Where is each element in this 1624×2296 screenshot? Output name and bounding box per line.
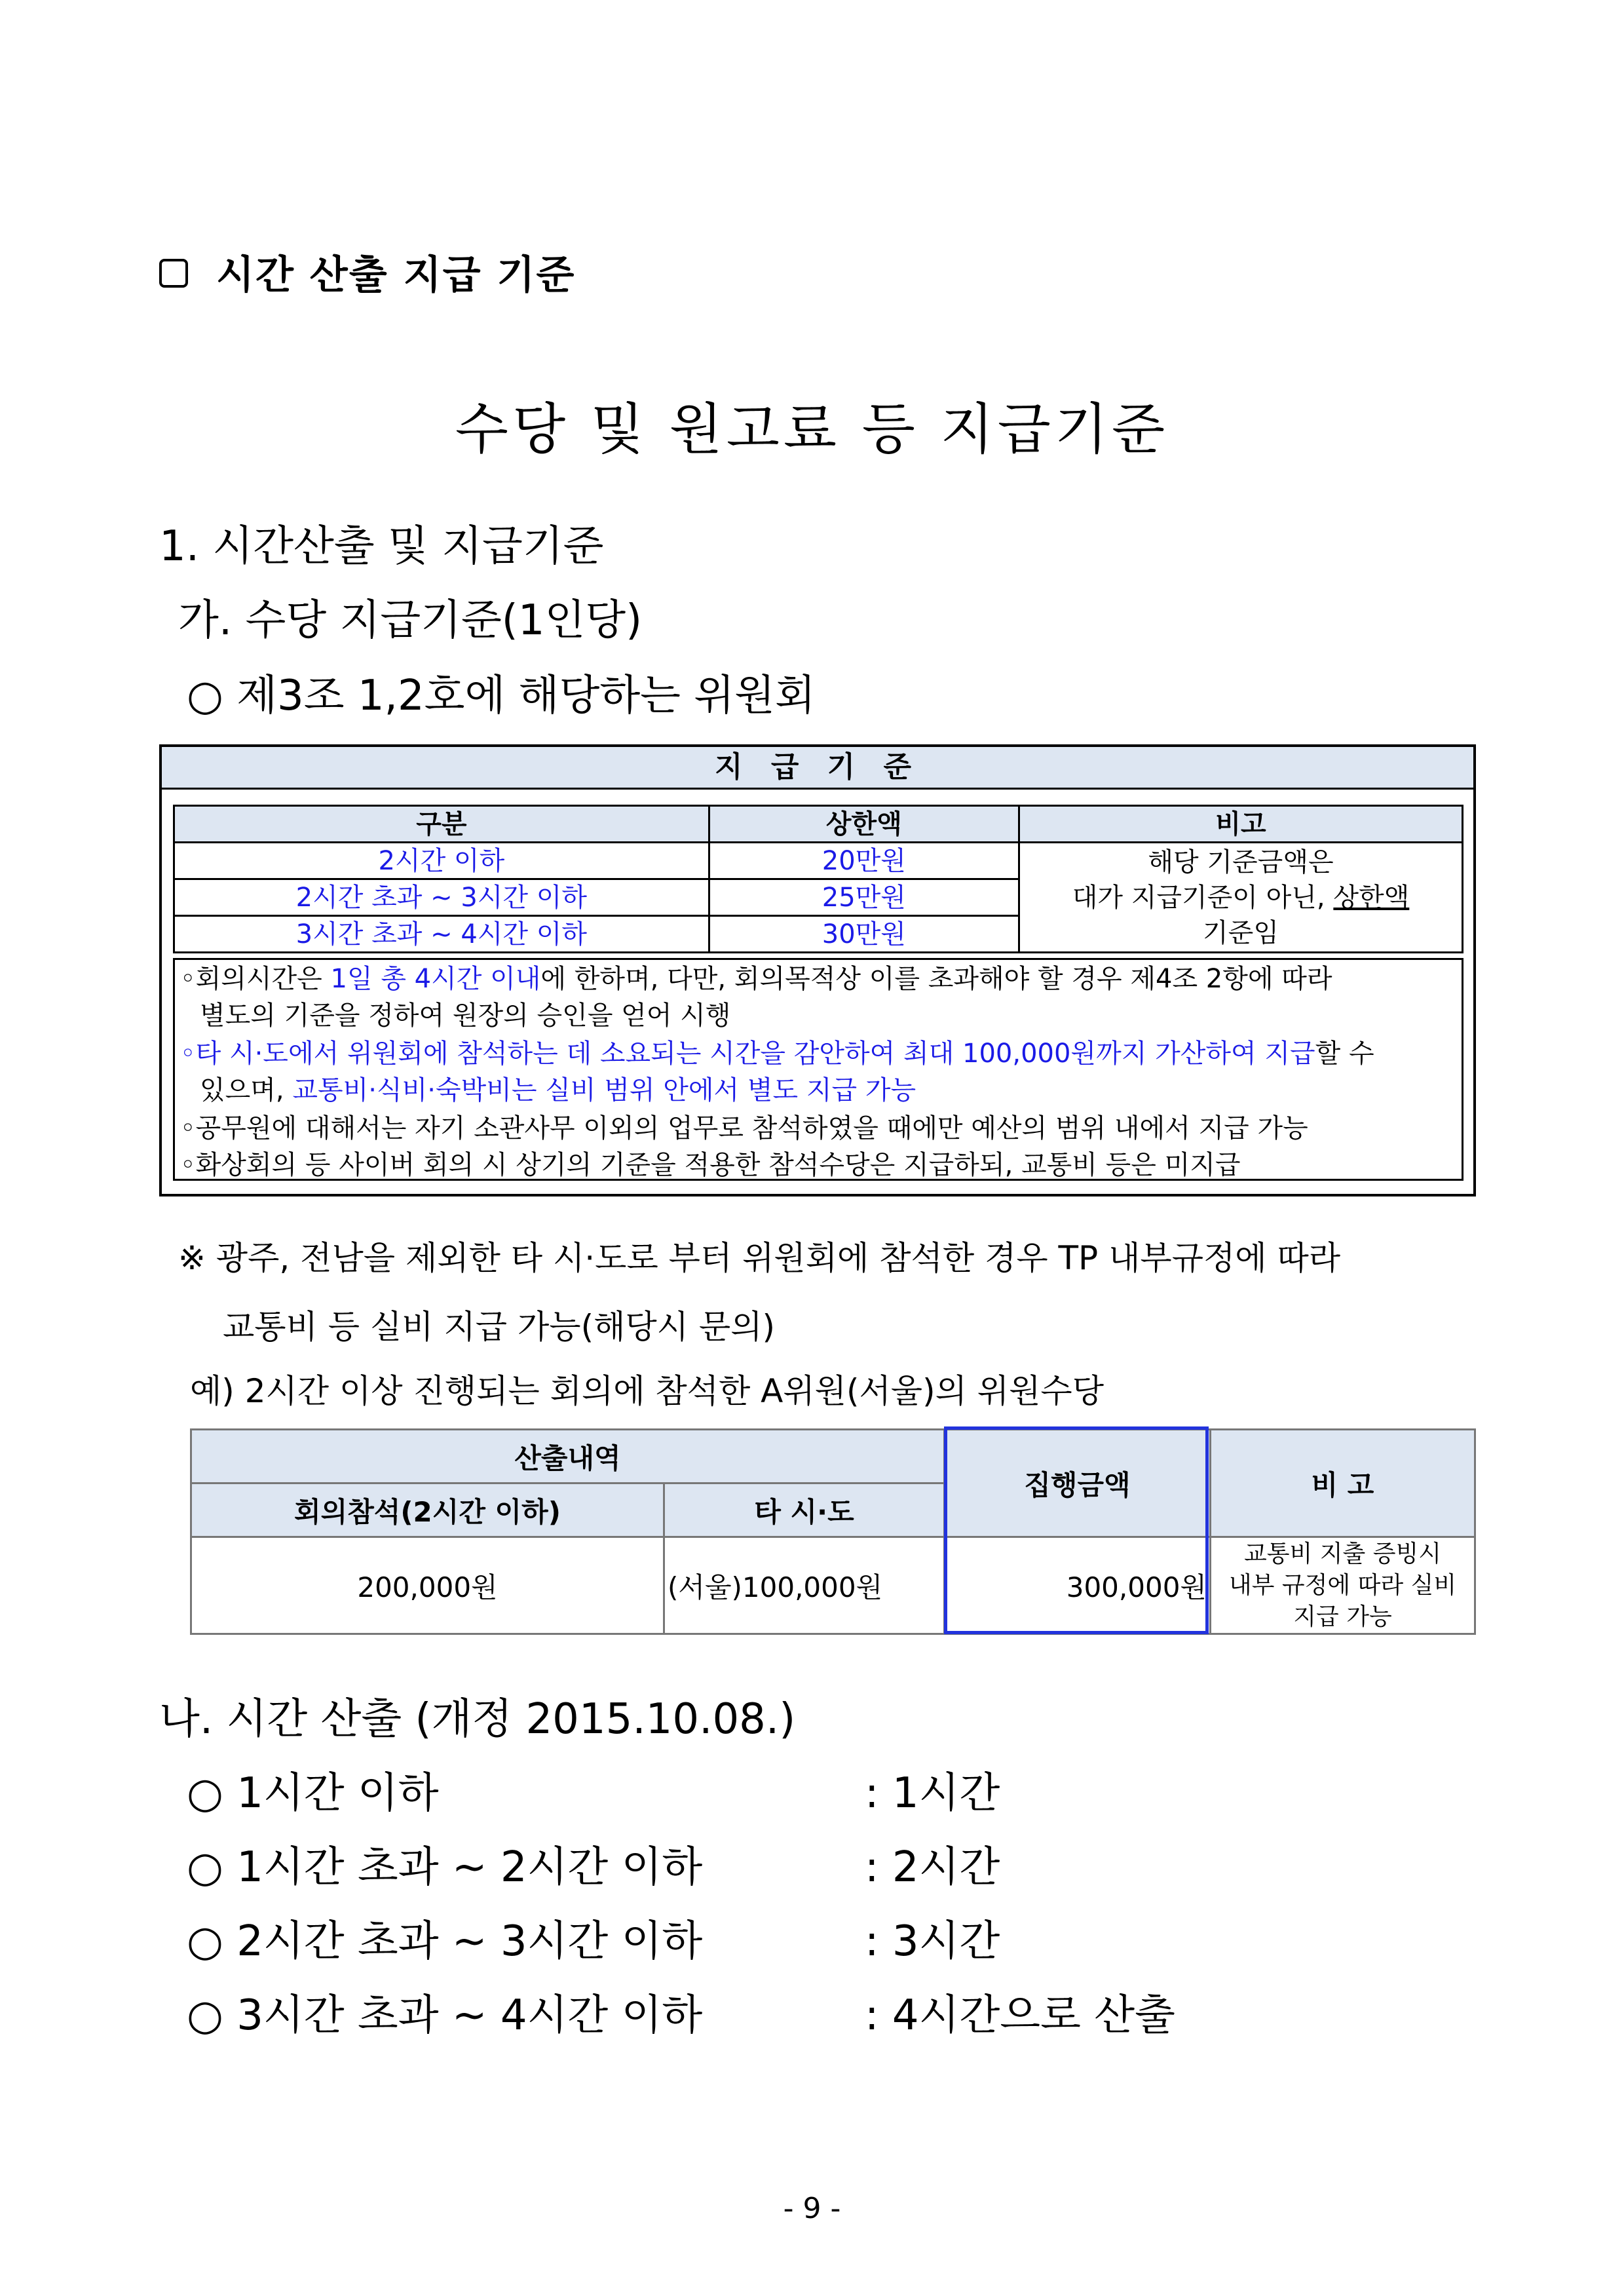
amount-cell: 30만원 [709, 916, 1019, 953]
time-rule-result: : 1시간 [865, 1769, 1000, 1818]
remark-value: 교통비 지출 증빙시 내부 규정에 따라 실비 지급 가능 [1211, 1537, 1475, 1634]
section-header: 시간 산출 지급 기준 [216, 252, 576, 298]
time-rule-range: ○ 2시간 초과 ~ 3시간 이하 [187, 1917, 703, 1966]
header-calc-detail: 산출내역 [191, 1430, 945, 1483]
time-rule-range: ○ 1시간 초과 ~ 2시간 이하 [187, 1843, 703, 1892]
meeting-value: 200,000원 [191, 1537, 664, 1634]
criteria-table [159, 744, 1476, 1196]
note-line: ◦타 시·도에서 위원회에 참석하는 데 소요되는 시간을 감안하여 최대 100,000원까지 가산하여 지급할 수 [180, 1039, 1374, 1069]
range-cell: 2시간 이하 [174, 843, 709, 879]
note-line: ◦공무원에 대해서는 자기 소관사무 이외의 업무로 참석하였을 때에만 예산의 범위 내에서 지급 가능 [180, 1113, 1308, 1143]
remark-line-2-underlined: 상한액 [1333, 882, 1410, 913]
header-meeting: 회의참석(2시간 이하) [191, 1483, 664, 1537]
example-table [190, 1428, 1476, 1635]
criteria-notes [173, 958, 1463, 1181]
time-rule-range: ○ 3시간 초과 ~ 4시간 이하 [187, 1991, 703, 2040]
reference-note-cont: 교통비 등 실비 지급 가능(해당시 문의) [223, 1308, 775, 1346]
note-line: ◦회의시간은 1일 총 4시간 이내에 한하며, 다만, 회의목적상 이를 초과해야 할 경우 제4조 2항에 따라 [180, 964, 1332, 994]
table-row [174, 843, 1463, 879]
reference-note: ※ 광주, 전남을 제외한 타 시·도로 부터 위원회에 참석한 경우 TP 내부규정에 따라 [178, 1239, 1341, 1277]
range-cell: 2시간 초과 ~ 3시간 이하 [174, 879, 709, 916]
time-rule-range: ○ 1시간 이하 [187, 1769, 439, 1818]
criteria-inner-table [173, 805, 1463, 953]
remark-line-1: 해당 기준금액은 [1148, 847, 1334, 877]
col-header-limit: 상한액 [709, 806, 1019, 843]
header-exec-amount: 집행금액 [945, 1430, 1211, 1537]
remark-cell [1019, 843, 1463, 953]
note-line: 별도의 기준을 정하여 원장의 승인을 얻어 시행 [200, 1001, 731, 1031]
remark-line-2: 대가 지급기준이 아닌, [1072, 882, 1334, 913]
header-region: 타 시·도 [664, 1483, 945, 1537]
amount-cell: 20만원 [709, 843, 1019, 879]
region-value: (서울)100,000원 [664, 1537, 945, 1634]
heading-na: 나. 시간 산출 (개정 2015.10.08.) [159, 1695, 796, 1744]
document-title: 수당 및 원고료 등 지급기준 [455, 397, 1169, 461]
page-number: - 9 - [783, 2192, 841, 2225]
note-line: ◦화상회의 등 사이버 회의 시 상기의 기준을 적용한 참석수당은 지급하되, 교통비 등은 미지급 [180, 1150, 1241, 1180]
time-rule-result: : 4시간으로 산출 [865, 1991, 1175, 2040]
example-intro: 예) 2시간 이상 진행되는 회의에 참석한 A위원(서울)의 위원수당 [190, 1372, 1104, 1410]
col-header-category: 구분 [174, 806, 709, 843]
table-row [191, 1537, 1475, 1634]
bullet-committee: ○ 제3조 1,2호에 해당하는 위원회 [187, 672, 816, 720]
exec-value: 300,000원 [945, 1537, 1211, 1634]
time-rule-result: : 2시간 [865, 1843, 1000, 1892]
col-header-remark: 비고 [1019, 806, 1463, 843]
header-remark: 비 고 [1211, 1430, 1475, 1537]
amount-cell: 25만원 [709, 879, 1019, 916]
note-line: 있으며, 교통비·식비·숙박비는 실비 범위 안에서 별도 지급 가능 [200, 1075, 916, 1105]
time-rule-result: : 3시간 [865, 1917, 1000, 1966]
checkbox-icon [159, 259, 188, 288]
heading-1: 1. 시간산출 및 지급기준 [159, 522, 604, 571]
heading-ga: 가. 수당 지급기준(1인당) [178, 596, 643, 645]
criteria-table-title: 지 급 기 준 [162, 747, 1473, 790]
remark-line-3: 기준임 [1203, 917, 1279, 948]
range-cell: 3시간 초과 ~ 4시간 이하 [174, 916, 709, 953]
